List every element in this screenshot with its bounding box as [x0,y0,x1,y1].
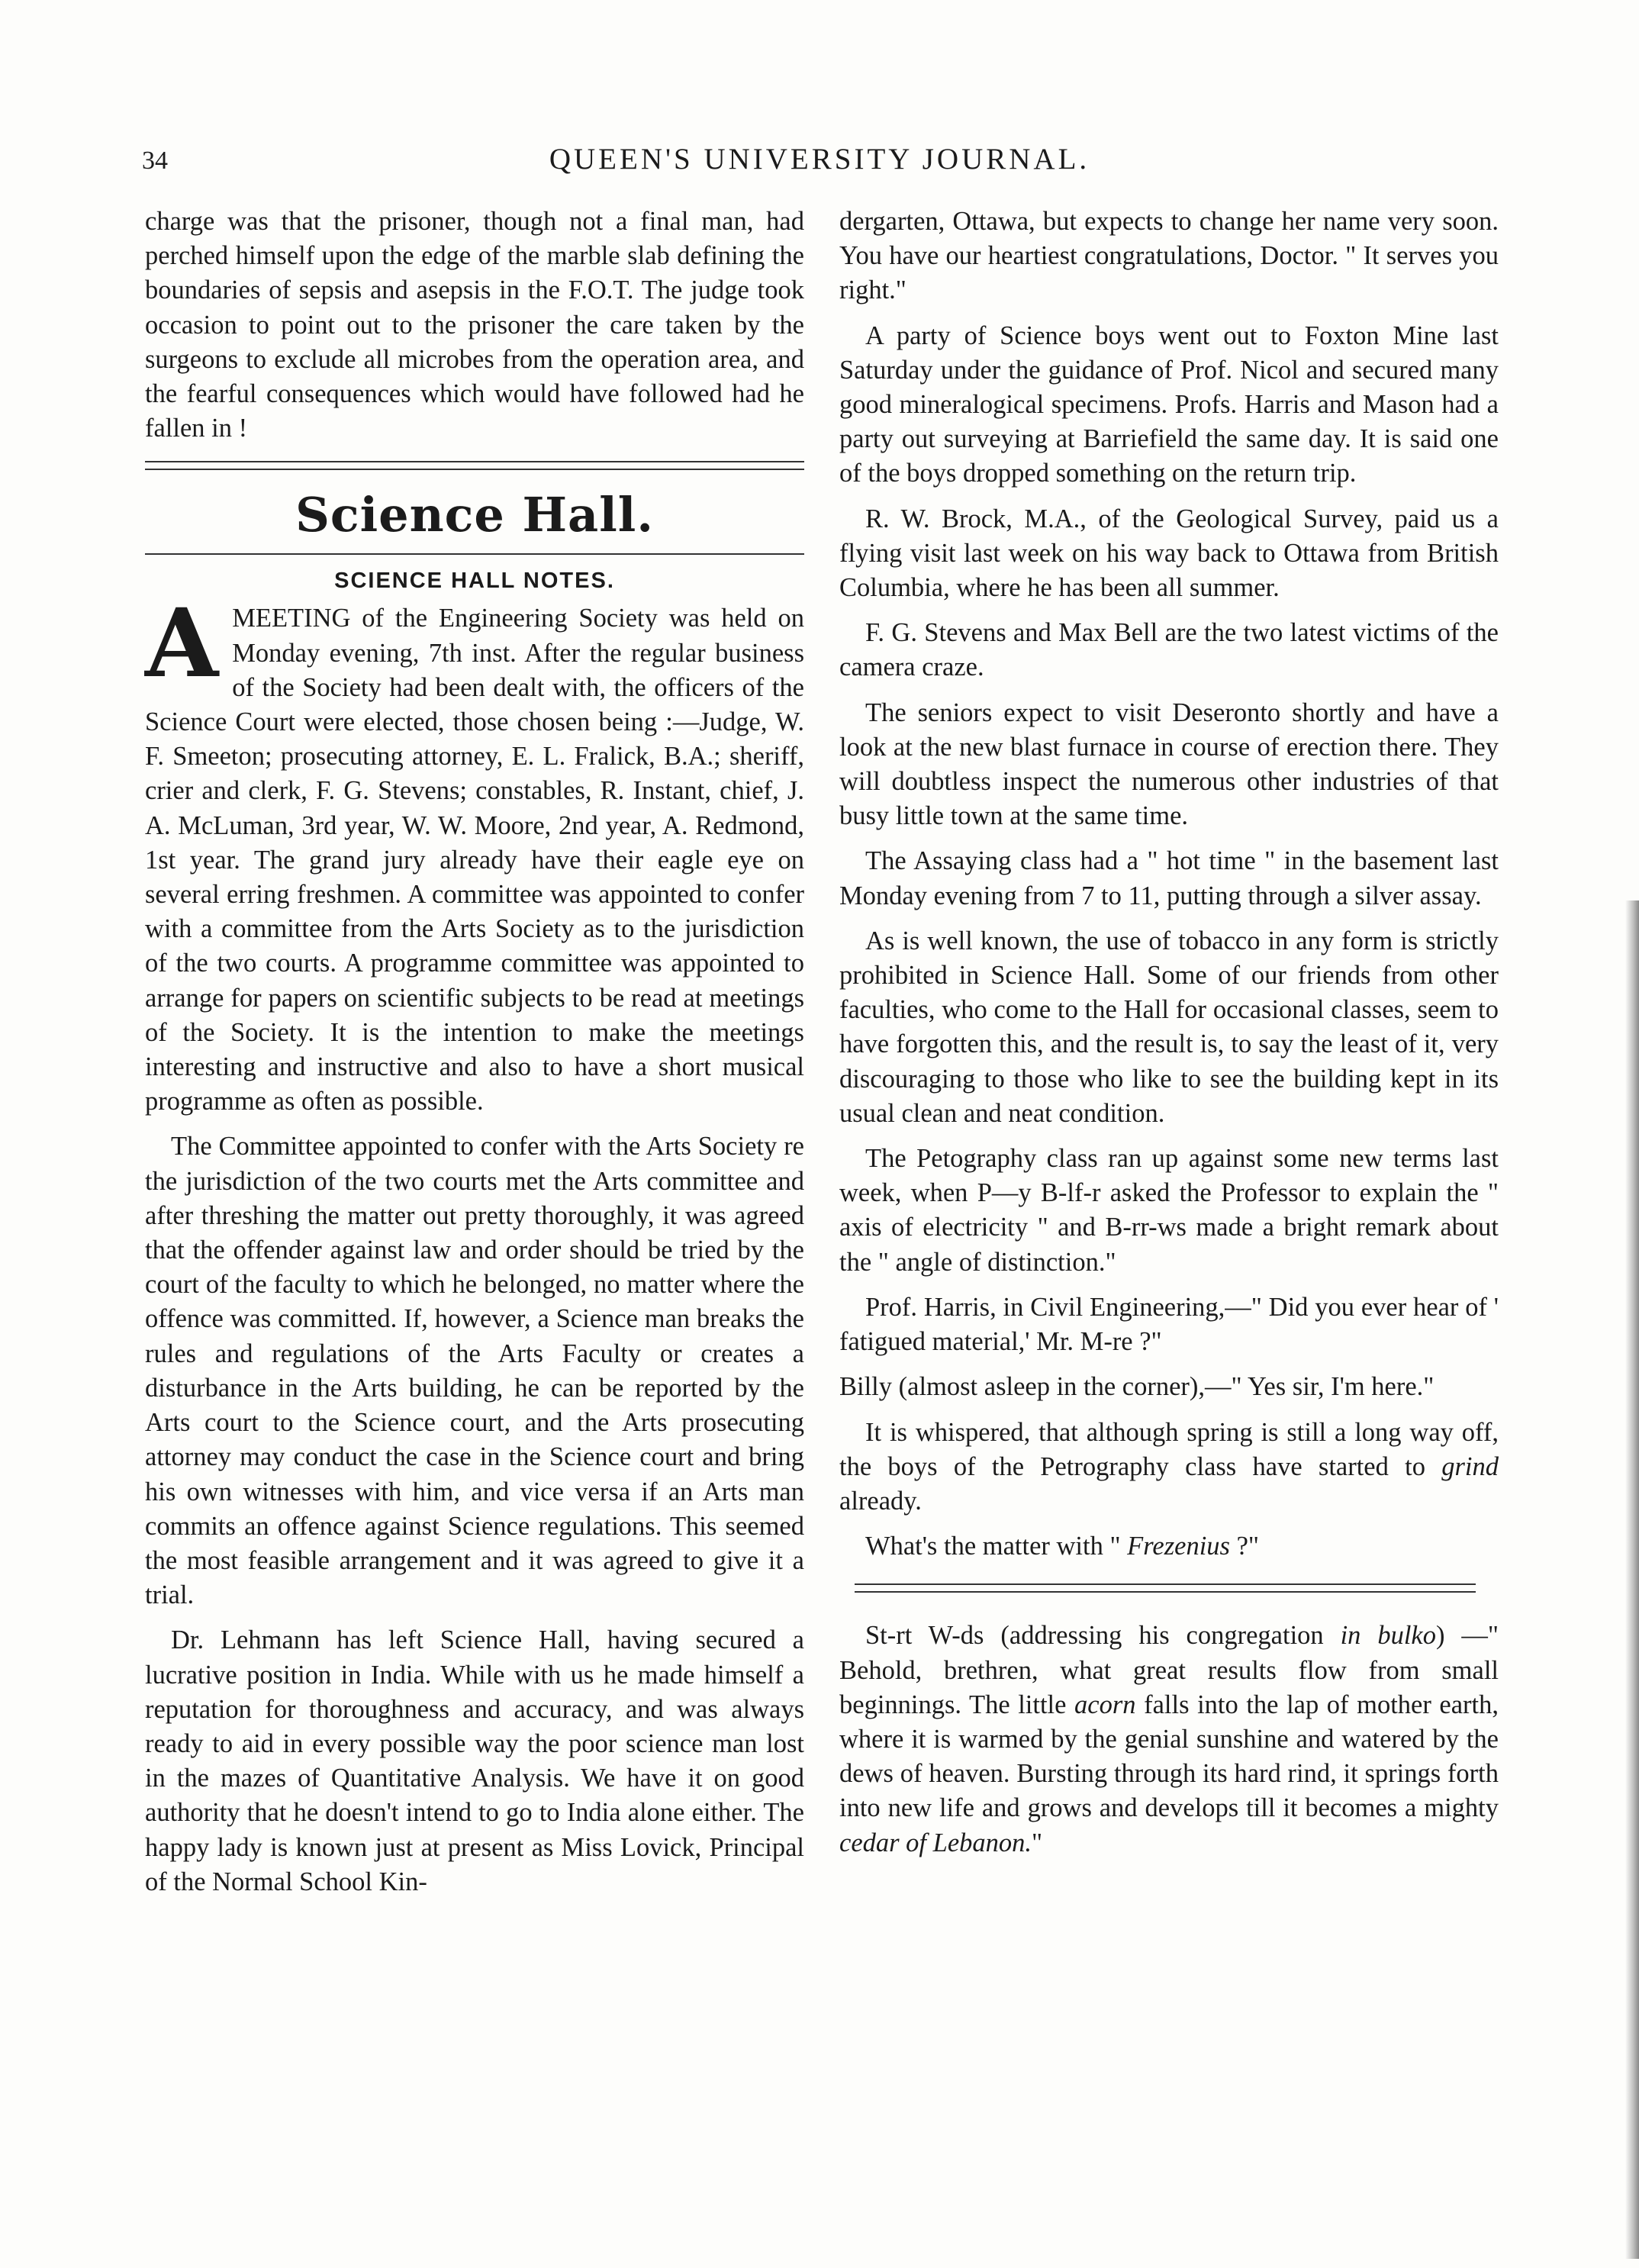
acorn-text-d: " [1032,1828,1043,1857]
acorn-text-c: falls into the lap of mother earth, where it is warmed by the genial sunshine and watered by the dews of heaven. Bursting through its hard rind, it springs forth into new life and grows and develops till it becomes a mighty [839,1690,1499,1823]
camera-paragraph: F. G. Stevens and Max Bell are the two latest victims of the camera craze. [839,618,1499,682]
frezenius-paragraph [839,1529,1499,1564]
harris-paragraph: Prof. Harris, in Civil Engineering,—" Did you ever hear of ' fatigued material,' Mr. M-re ?" [839,1292,1499,1357]
kindergarten-paragraph: dergarten, Ottawa, but expects to change her name very soon. You have our heartiest congratulations, Doctor. " It serves you right." [839,207,1499,305]
grind-text-a: It is whispered, that although spring is still a long way off, the boys of the Petrography class have started to [839,1417,1499,1481]
section-title: Science Hall. [295,487,654,543]
right-divider [855,1583,1476,1593]
acorn-emphasis-3: cedar of Lebanon. [839,1828,1032,1857]
grind-paragraph [839,1416,1499,1519]
lehmann-paragraph: Dr. Lehmann has left Science Hall, having secured a lucrative position in India. While with us he made himself a reputation for thoroughness and accuracy, and was always ready to aid in every possible way the poor science man lost in the mazes of Quantitative Analysis. We have it on good authority that he doesn't intend to go to India alone either. The happy lady is known just at present as Miss Lovick, Principal of the Normal School Kin- [145,1625,804,1896]
section-title-rule [145,553,804,555]
page-number: 34 [142,147,168,175]
acorn-emphasis-1: in bulko [1340,1621,1436,1651]
running-head: QUEEN'S UNIVERSITY JOURNAL. [549,143,1090,176]
assaying-paragraph: The Assaying class had a " hot time " in the basement last Monday evening from 7 to 11, putting through a silver assay. [839,846,1499,910]
frezenius-text-b: ?" [1229,1532,1259,1561]
subsection-title: SCIENCE HALL NOTES. [334,569,615,594]
drop-cap: A [145,588,219,700]
right-column [839,205,1499,1871]
left-column [145,205,804,1910]
brock-paragraph: R. W. Brock, M.A., of the Geological Survey, paid us a flying visit last week on his way back to Ottawa from British Columbia, where he has been all summer. [839,504,1499,603]
tobacco-paragraph: As is well known, the use of tobacco in any form is strictly prohibited in Science Hall. Some of our friends from other faculties, who come to the Hall for occasional classes, seem to have forgotten this, and the result is, to say the least of it, very discouraging to those who like to see the building kept in its usual clean and neat condition. [839,926,1499,1128]
meeting-paragraph [145,588,804,1119]
foxton-paragraph: A party of Science boys went out to Foxton Mine last Saturday under the guidance of Prof. Nicol and secured many good mineralogical specimens. Profs. Harris and Mason had a party out surveying at Barriefield the same day. It is said one of the boys dropped something on the return trip. [839,321,1499,488]
section-divider [145,461,804,470]
billy-paragraph: Billy (almost asleep in the corner),—" Yes sir, I'm here." [839,1372,1435,1402]
petography-paragraph: The Petography class ran up against some new terms last week, when P—y B-lf-r asked the Professor to explain the " axis of electricity " and B-rr-ws made a bright remark about the " angle of distinction." [839,1144,1499,1277]
committee-paragraph: The Committee appointed to confer with the Arts Society re the jurisdiction of the two courts met the Arts committee and after threshing the matter out pretty thoroughly, it was agreed that the offender against law and order should be tried by the court of the faculty to which he belonged, no matter where the offence was committed. If, however, a Science man breaks the rules and regulations of the Arts Faculty or creates a disturbance in the Arts building, he can be reported by the Arts court to the Science court, and the Arts prosecuting attorney may conduct the case in the Science court and bring his own witnesses with him, and vice versa if an Arts man commits an offence against Science regulations. This seemed the most feasible arrangement and it was agreed to give it a trial. [145,1132,804,1610]
acorn-emphasis-2: acorn [1074,1690,1136,1719]
frezenius-emphasis: Frezenius [1127,1532,1230,1561]
acorn-text-b: ) —" Behold, brethren, what great results flow from small beginnings. The little [839,1621,1499,1719]
acorn-paragraph [839,1619,1499,1860]
frezenius-text-a: What's the matter with " [865,1532,1128,1561]
page-edge-shadow [1625,900,1639,2259]
acorn-text-a: St-rt W-ds (addressing his congregation [865,1621,1341,1651]
grind-emphasis: grind [1441,1451,1499,1481]
intro-paragraph: charge was that the prisoner, though not a final man, had perched himself upon the edge of the marble slab defining the boundaries of sepsis and asepsis in the F.O.T. The judge took occasion to point out to the prisoner the care taken by the surgeons to exclude all microbes from the operation area, and the fearful consequences which would have followed had he fallen in ! [145,207,804,443]
deseronto-paragraph: The seniors expect to visit Deseronto shortly and have a look at the new blast furnace in course of erection there. They will doubtless inspect the numerous other industries of that busy little town at the same time. [839,697,1499,831]
meeting-paragraph-text: MEETING of the Engineering Society was held on Monday evening, 7th inst. After the regular business of the Society had been dealt with, the officers of the Science Court were elected, those chosen being :—Judge, W. F. Smeeton; prosecuting attorney, E. L. Fralick, B.A.; sheriff, crier and clerk, F. G. Stevens; constables, R. Instant, chief, J. A. McLuman, 3rd year, W. W. Moore, 2nd year, A. Redmond, 1st year. The grand jury already have their eagle eye on several erring freshmen. A committee was appointed to confer with a committee from the Arts Society as to the jurisdiction of the two courts. A programme committee was appointed to arrange for papers on scientific subjects to be read at meetings of the Society. It is the intention to make the meetings interesting and instructive and also to have a short musical programme as often as possible. [145,604,804,1116]
grind-text-b: already. [839,1486,922,1516]
